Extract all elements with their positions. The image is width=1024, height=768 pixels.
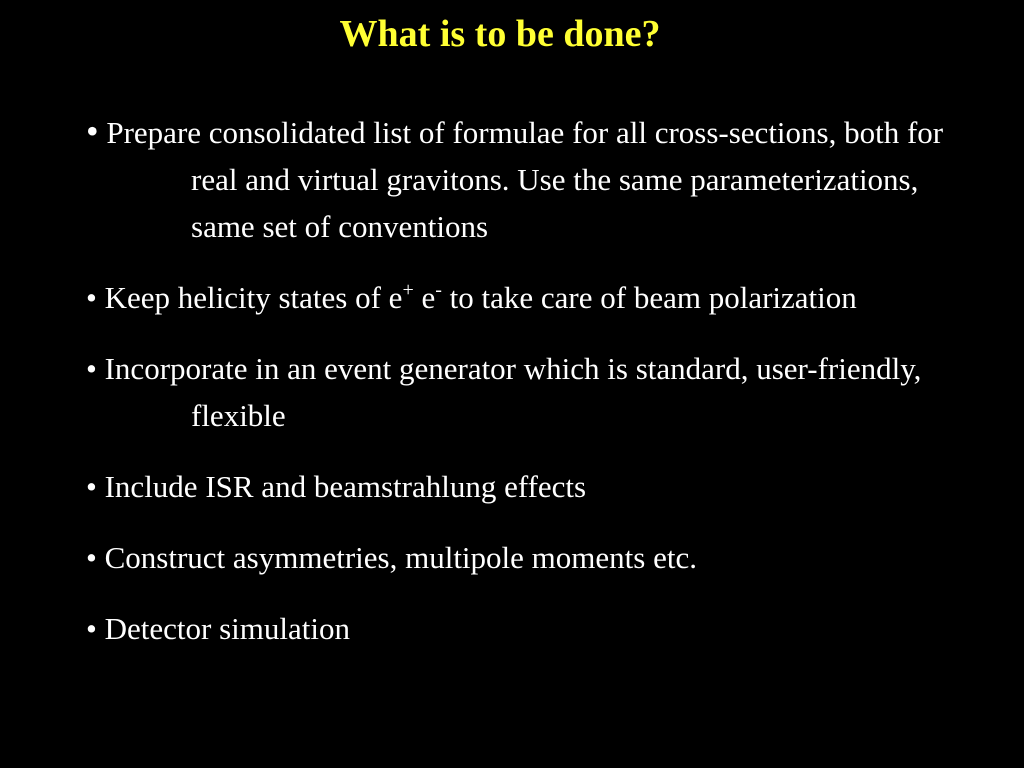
bullet-text: Incorporate in an event generator which is standard, user-friendly, flexible bbox=[104, 351, 922, 433]
bullet-icon: • bbox=[86, 611, 97, 646]
slide-title: What is to be done? bbox=[339, 13, 661, 55]
superscript-minus: - bbox=[435, 279, 442, 301]
bullet-text: Detector simulation bbox=[104, 611, 350, 646]
bullet-text: Prepare consolidated list of formulae for all cross-sections, both for real and virtual gravitons. Use the same parameterizations, same set of conventions bbox=[106, 115, 944, 244]
bullet-list bbox=[86, 108, 986, 676]
bullet-text-middle: e bbox=[413, 280, 436, 315]
bullet-text-before: Keep helicity states of e bbox=[104, 280, 403, 315]
bullet-item-4 bbox=[86, 463, 986, 510]
bullet-item-3 bbox=[86, 345, 986, 439]
superscript-plus: + bbox=[402, 279, 414, 301]
bullet-item-2 bbox=[86, 274, 986, 321]
bullet-text: Include ISR and beamstrahlung effects bbox=[104, 469, 587, 504]
bullet-icon: • bbox=[86, 111, 99, 151]
bullet-item-6 bbox=[86, 605, 986, 652]
bullet-item-5 bbox=[86, 534, 986, 581]
bullet-icon: • bbox=[86, 351, 97, 386]
bullet-icon: • bbox=[86, 469, 97, 504]
bullet-text: Construct asymmetries, multipole moments etc. bbox=[104, 540, 697, 575]
bullet-item-1 bbox=[86, 108, 986, 250]
bullet-text-after: to take care of beam polarization bbox=[441, 280, 857, 315]
bullet-icon: • bbox=[86, 280, 97, 315]
bullet-icon: • bbox=[86, 540, 97, 575]
